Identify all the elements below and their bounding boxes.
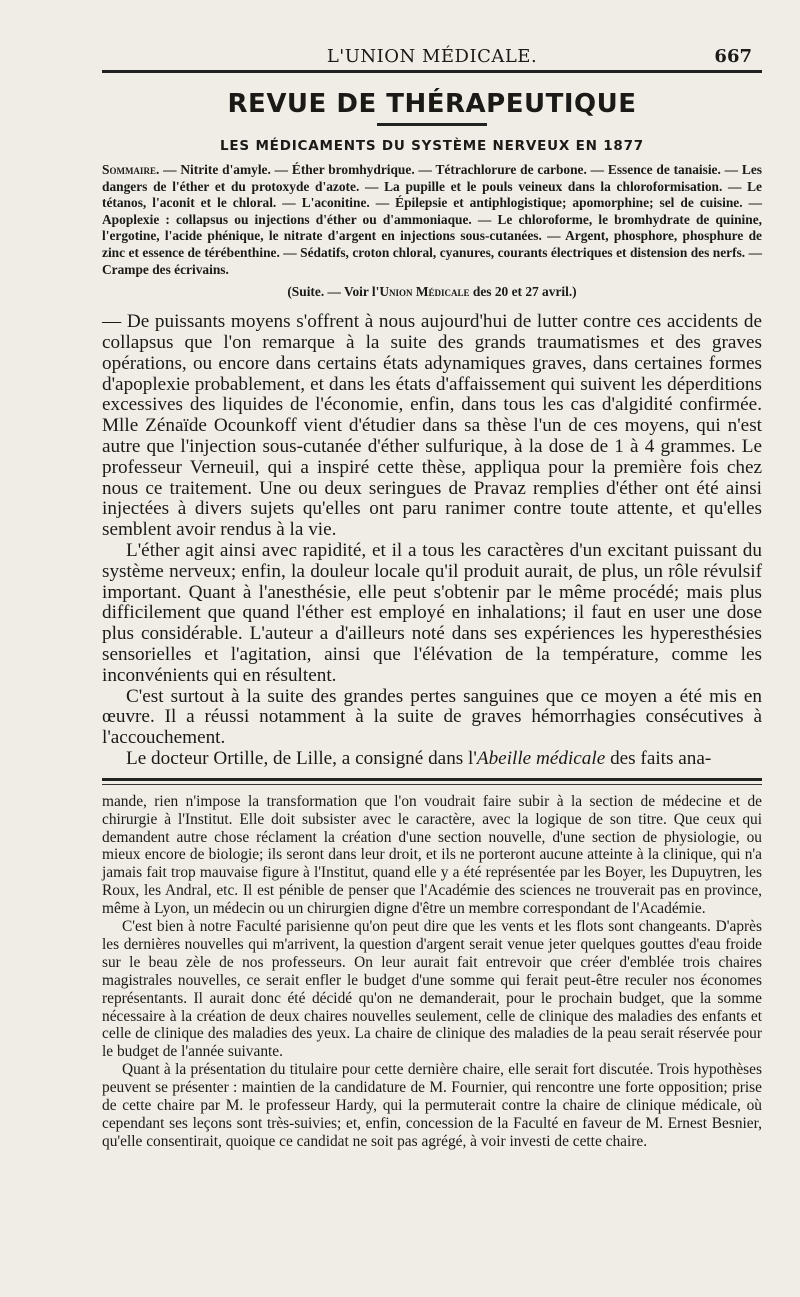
body-paragraph-1: — De puissants moyens s'offrent à nous aujourd'hui de lutter contre ces accidents de collapsus que l'on remarque à la suite des grands traumatismes et des graves opérations, ou encore dans certains états adynamiques graves, dans certaines formes d'apoplexie probablement, et dans les états d'affaissement qui suivent les déperditions excessives des liquides de l'économie, enfin, dans tous les cas d'algidité confirmée. Mlle Zénaïde Ocounkoff vient d'étudier dans sa thèse l'un de ces moyens, qui n'est autre que l'injection sous-cutanée d'éther sulfurique, à la dose de 1 à 4 grammes. Le professeur Verneuil, qui a inspiré cette thèse, appliqua pour la première fois chez nous ce traitement. Une ou deux seringues de Pravaz remplies d'éther ont été ainsi injectées à divers sujets qu'elles ont paru ranimer contre toute attente, et qu'elles semblent avoir rendus à la vie. (102, 311, 762, 541)
section-subtitle: LES MÉDICAMENTS DU SYSTÈME NERVEUX EN 1877 (220, 138, 644, 154)
divider-thick-rule (102, 778, 762, 781)
body-paragraph-2: L'éther agit ainsi avec rapidité, et il a tous les caractères d'un excitant puissant du système nerveux; enfin, la douleur locale qu'il produit aurait, de plus, un rôle révulsif important. Quant à l'anesthésie, elle peut s'obtenir par le même procédé; mais plus difficilement que quand l'éther est employé en inhalations; il faut en user une dose plus considérable. L'auteur a d'ailleurs noté dans ses expériences les hyperesthésies sensorielles et l'agitation, ainsi que l'élévation de la température, comme les inconvénients qui en résultent. (102, 539, 762, 686)
header-rule (102, 70, 762, 73)
title-ornament-rule (377, 123, 487, 126)
summary-text: — Nitrite d'amyle. — Éther bromhydrique. — Tétrachlorure de carbone. — Essence de tanaisie. — Les dangers de l'éther et du protoxyde d'azote. — La pupille et le pouls veineux dans la chloroformisation. — Le tétanos, l'aconit et le chloral. — L'aconitine. — Épilepsie et antiphlogistique; apomorphine; sel de cuisine. — Apoplexie : collapsus ou injections d'éther ou d'ammoniaque. — Le chloroforme, le bromhydrate de quinine, l'ergotine, l'acide phénique, le nitrate d'argent en injections sous-cutanées. — Argent, phosphore, phosphure de zinc et essence de térébenthine. — Sédatifs, croton chloral, cyanures, courants électriques et distension des nerfs. — Crampe des écrivains. (102, 162, 762, 277)
article-body (102, 312, 762, 770)
body-p4-after: des faits ana- (605, 747, 712, 769)
body-paragraph-3: C'est surtout à la suite des grandes pertes sanguines que ce moyen a été mis en œuvre. Il a réussi notamment à la suite de graves hémorrhagies consécutives à l'accouchement. (102, 685, 762, 749)
lower-paragraph-3: Quant à la présentation du titulaire pour cette dernière chaire, elle serait fort discutée. Trois hypothèses peuvent se présenter : maintien de la candidature de M. Fournier, qui rencontre une forte opposition; prise de cette chaire par M. le professeur Hardy, qui la permuterait contre la chaire de clinique médicale, où cependant ses leçons sont très-suivies; et, enfin, concession de la Faculté en faveur de M. Ernest Besnier, qu'elle consentirait, quoique ce candidat ne soit pas agrégé, à voir investi de cette chaire. (102, 1061, 762, 1150)
feuilleton-body (102, 793, 762, 1151)
page-number: 667 (714, 46, 752, 67)
summary-label: Sommaire. (102, 162, 160, 177)
body-p4-before: Le docteur Ortille, de Lille, a consigné dans l' (126, 747, 477, 769)
section-title: REVUE DE THÉRAPEUTIQUE (227, 89, 637, 119)
body-paragraph-4 (102, 749, 762, 770)
running-head (102, 40, 762, 70)
lower-paragraph-1: mande, rien n'impose la transformation que l'on voudrait faire subir à la section de médecine et de chirurgie à l'Institut. Elle doit subsister avec le caractère, avec la logique de son titre. Que ceux qui demandent autre chose réclament la création d'une section nouvelle, d'une section de physiologie, ou mieux encore de biologie; ils seront dans leur droit, et ils ne porteront aucune atteinte à la clinique, qui n'a jamais fait trop mauvaise figure à l'Institut, quand elle y a été représentée par les Boyer, les Dupuytren, les Roux, les Andral, etc. Il est pénible de penser que l'Académie des sciences ne trouverait pas en province, même à Lyon, un médecin ou un chirurgien digne d'être un membre correspondant de l'Académie. (102, 792, 762, 918)
feuilleton-divider (102, 778, 762, 785)
summary-paragraph (102, 162, 762, 278)
continuation-before: (Suite. — Voir l' (287, 284, 380, 300)
continuation-journal: Union Médicale (379, 284, 470, 300)
running-title: L'UNION MÉDICALE. (326, 46, 538, 67)
divider-thin-rule (102, 784, 762, 785)
lower-paragraph-2: C'est bien à notre Faculté parisienne qu'on peut dire que les vents et les flots sont changeants. D'après les dernières nouvelles qui m'arrivent, la question d'argent serait venue jeter quelques gouttes d'eau froide sur le beau zèle de nos professeurs. On leur aurait fait entrevoir que créer d'emblée trois chaires magistrales nouvelles, ce serait enfler le budget d'une somme qui ferait peut-être reculer nos économes représentants. Il aurait donc été décidé qu'on ne demanderait, pour le prochain budget, que la somme nécessaire à la création de deux chaires nouvelles seulement, celle de clinique des maladies des enfants et celle de clinique des maladies des yeux. La chaire de clinique des maladies de la peau serait réservée pour le budget de l'année suivante. (102, 918, 762, 1061)
body-p4-journal: Abeille médicale (476, 747, 606, 769)
journal-page (102, 40, 762, 1151)
continuation-note (102, 284, 762, 300)
continuation-after: des 20 et 27 avril.) (469, 284, 577, 300)
